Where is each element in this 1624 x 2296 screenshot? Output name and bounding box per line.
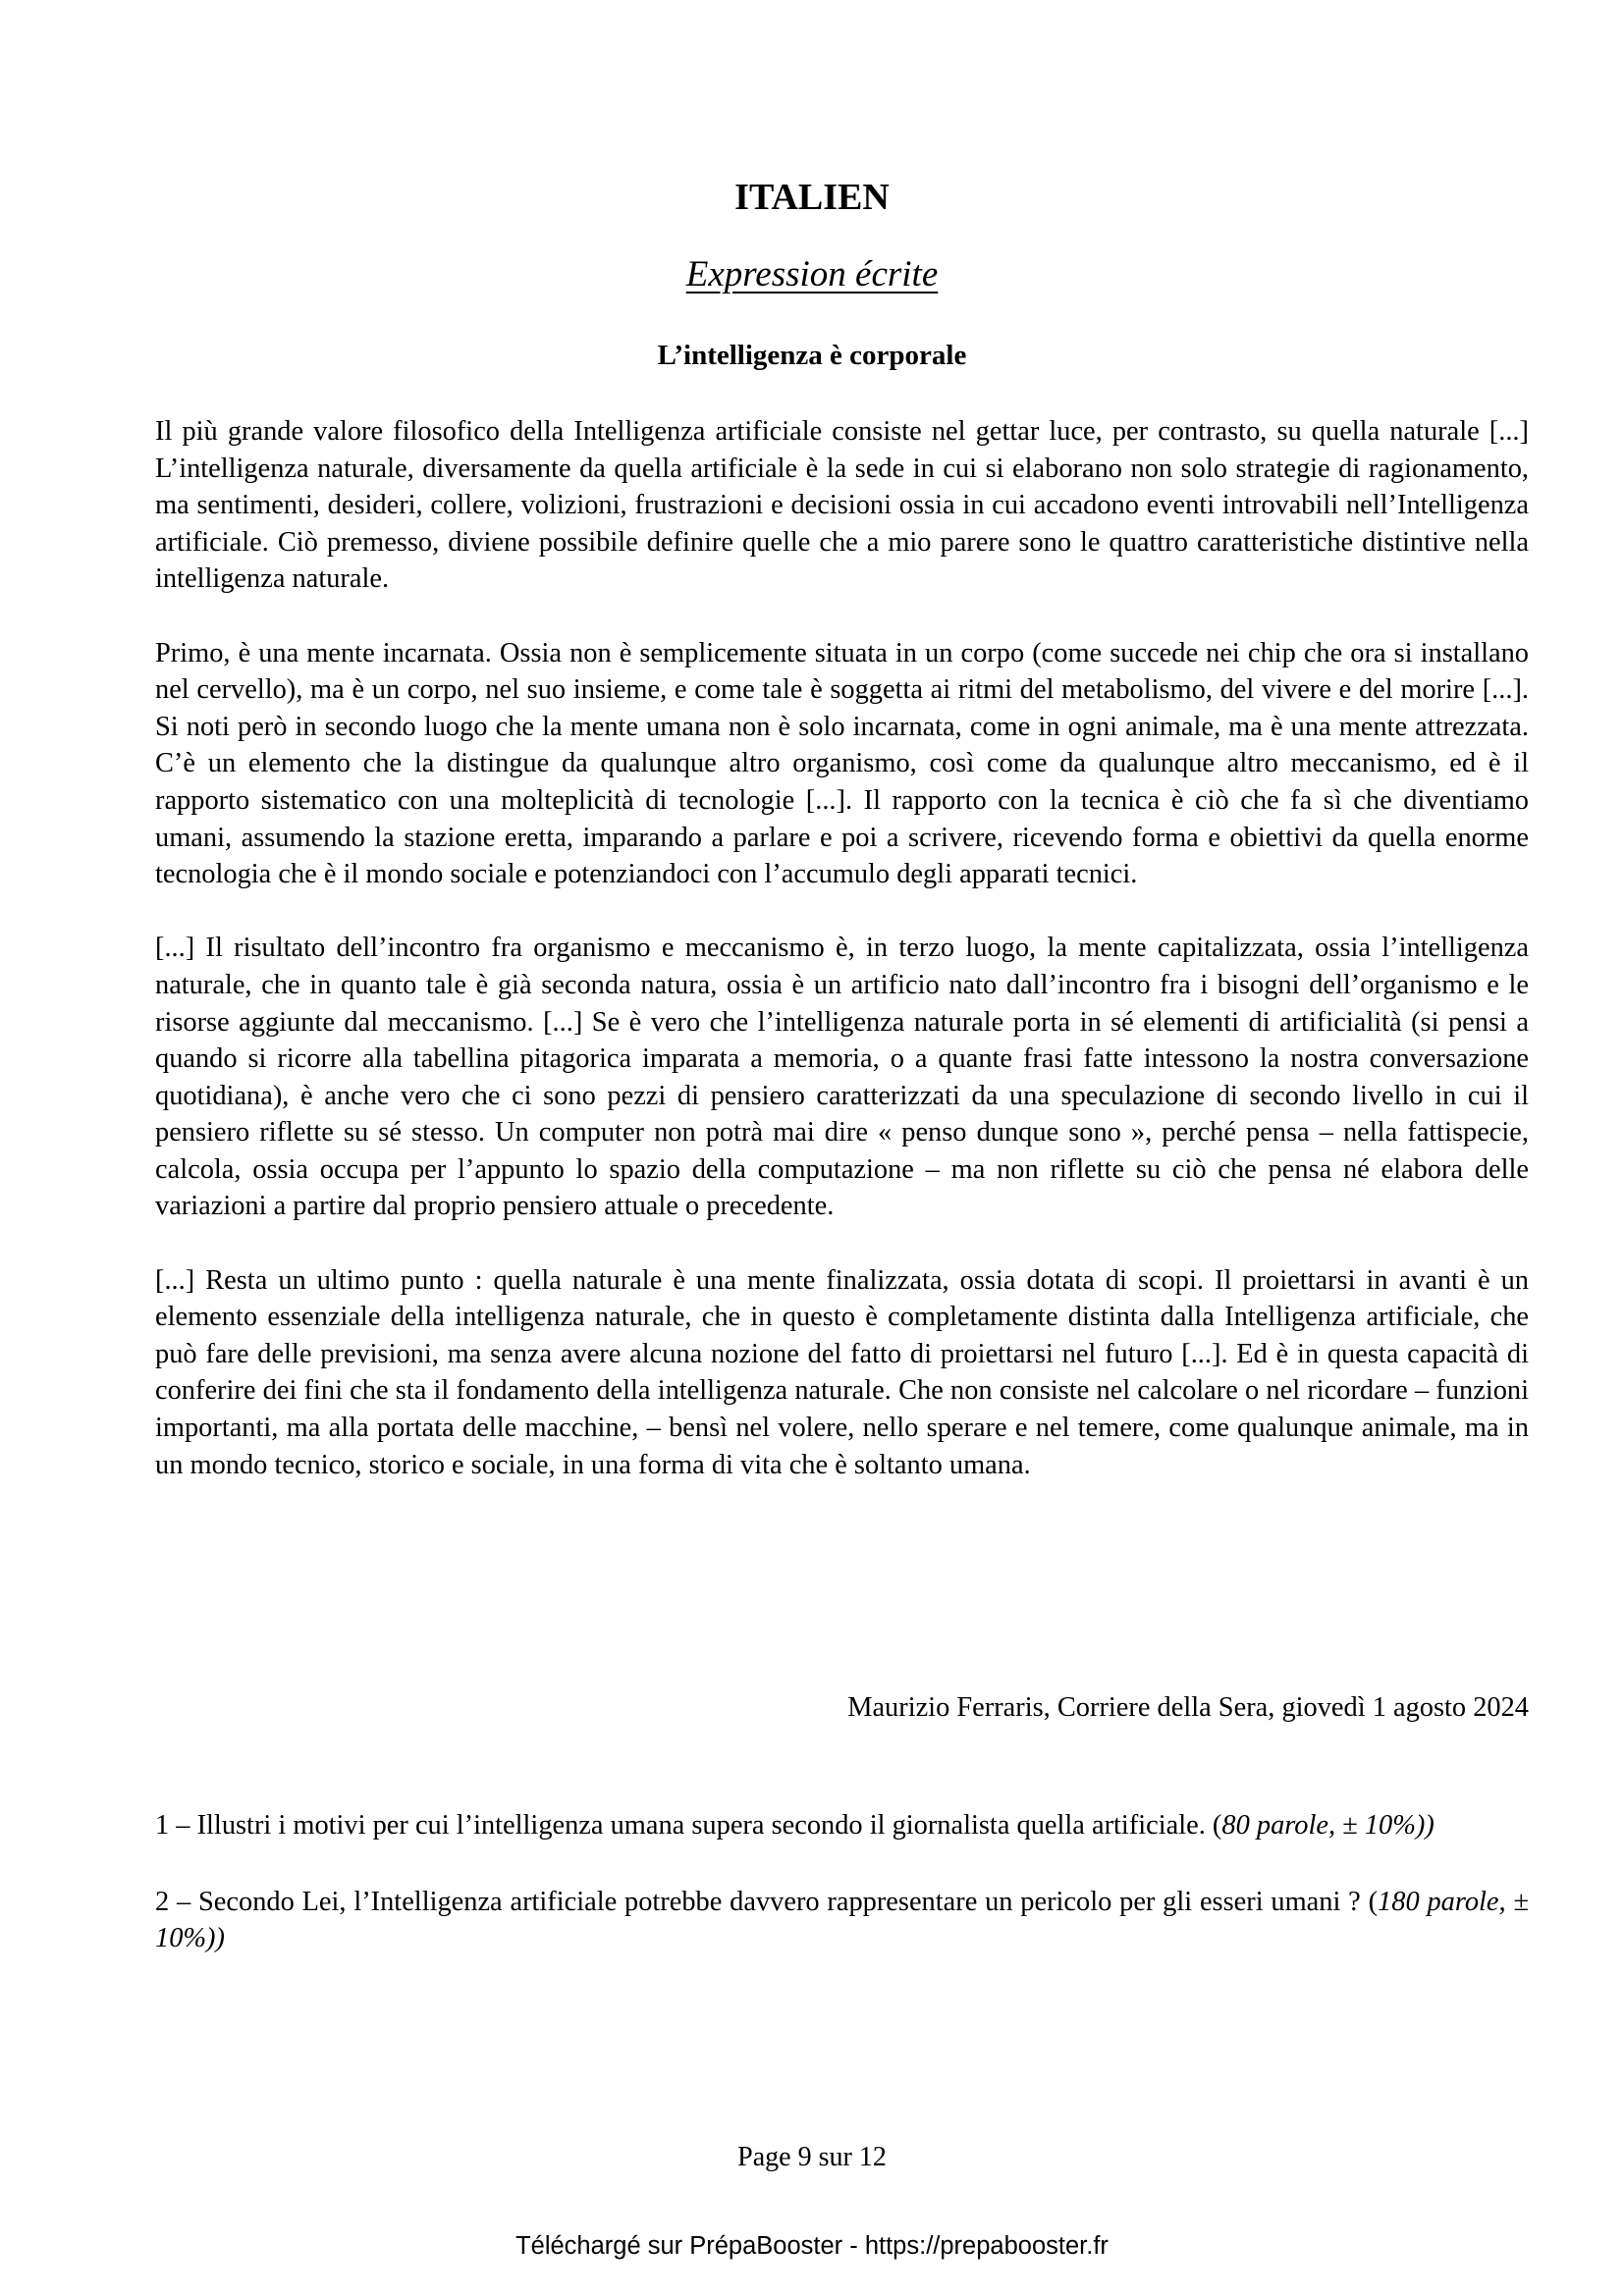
page-title: ITALIEN xyxy=(734,177,890,218)
article-paragraph-4: [...] Resta un ultimo punto : quella naturale è una mente finalizzata, ossia dotata di scopi. Il proiettarsi in avanti è un elemento essenziale della intelligenza naturale, che in questo è completamente distinta dalla Intelligenza artificiale, che può fare delle previsioni, ma senza avere alcuna nozione del fatto di proiettarsi nel futuro [...]. Ed è in questa capacità di conferire dei fini che sta il fondamento della intelligenza naturale. Che non consiste nel calcolare o nel ricordare – funzioni importanti, ma alla portata delle macchine, – bensì nel volere, nello sperare e nel temere, come qualunque animale, ma in un mondo tecnico, storico e sociale, in una forma di vita che è soltanto umana. xyxy=(155,1264,1529,1480)
article-paragraph-3: [...] Il risultato dell’incontro fra organismo e meccanismo è, in terzo luogo, la mente capitalizzata, ossia l’intelligenza naturale, che in quanto tale è già seconda natura, ossia è un artificio nato dall’incontro fra i bisogni dell’organismo e le risorse aggiunte dal meccanismo. [...] Se è vero che l’intelligenza naturale porta in sé elementi di artificialità (si pensi a quando si ricorre alla tabellina pitagorica imparata a memoria, o a quante frasi fatte intessono la nostra conversazione quotidiana), è anche vero che ci sono pezzi di pensiero caratterizzati da una speculazione di secondo livello in cui il pensiero riflette su sé stesso. Un computer non potrà mai dire « penso dunque sono », perché pensa – nella fattispecie, calcola, ossia occupa per l’appunto lo spazio della computazione – ma non riflette su ciò che pensa né elabora delle variazioni a partire dal proprio pensiero attuale o precedente. xyxy=(155,933,1529,1222)
article-paragraph-1: Il più grande valore filosofico della Intelligenza artificiale consiste nel gettar luce, per contrasto, su quella naturale [...] L’intelligenza naturale, diversamente da quella artificiale è la sede in cui si elaborano non solo strategie di ragionamento, ma sentimenti, desideri, collere, volizioni, frustrazioni e decisioni ossia in cui accadono eventi introvabili nell’Intelligenza artificiale. Ciò premesso, diviene possibile definire quelle che a mio parere sono le quattro caratteristiche distintive nella intelligenza naturale. xyxy=(155,416,1529,595)
question-2-word-limit: 180 parole, ± 10%)) xyxy=(155,1886,1529,1954)
section-heading-text: Expression écrite xyxy=(685,254,939,294)
article-title: L’intelligenza è corporale xyxy=(657,340,967,371)
question-2-text: 2 – Secondo Lei, l’Intelligenza artificiale potrebbe davvero rappresentare un pericolo per gli esseri umani ? ( xyxy=(155,1886,1379,1917)
article-source: Maurizio Ferraris, Corriere della Sera, giovedì 1 agosto 2024 xyxy=(847,1692,1529,1723)
question-2 xyxy=(155,1884,1529,1957)
article-body xyxy=(155,413,1529,1521)
page-number: Page 9 sur 12 xyxy=(737,2142,887,2172)
section-heading xyxy=(0,254,1624,295)
question-1 xyxy=(155,1807,1529,1844)
question-1-word-limit: 80 parole, ± 10%)) xyxy=(1221,1810,1435,1841)
download-notice: Téléchargé sur PrépaBooster - https://prepabooster.fr xyxy=(515,2232,1109,2260)
question-1-text: 1 – Illustri i motivi per cui l’intelligenza umana supera secondo il giornalista quella artificiale. ( xyxy=(155,1810,1222,1841)
questions-list xyxy=(155,1807,1529,1997)
article-paragraph-2: Primo, è una mente incarnata. Ossia non è semplicemente situata in un corpo (come succede nei chip che ora si installano nel cervello), ma è un corpo, nel suo insieme, e come tale è soggetta ai ritmi del metabolismo, del vivere e del morire [...]. Si noti però in secondo luogo che la mente umana non è solo incarnata, come in ogni animale, ma è una mente attrezzata. C’è un elemento che la distingue da qualunque altro organismo, così come da qualunque altro meccanismo, ed è il rapporto sistematico con una molteplicità di tecnologie [...]. Il rapporto con la tecnica è ciò che fa sì che diventiamo umani, assumendo la stazione eretta, imparando a parlare e poi a scrivere, ricevendo forma e obiettivi da quella enorme tecnologia che è il mondo sociale e potenziandoci con l’accumulo degli apparati tecnici. xyxy=(155,637,1529,890)
